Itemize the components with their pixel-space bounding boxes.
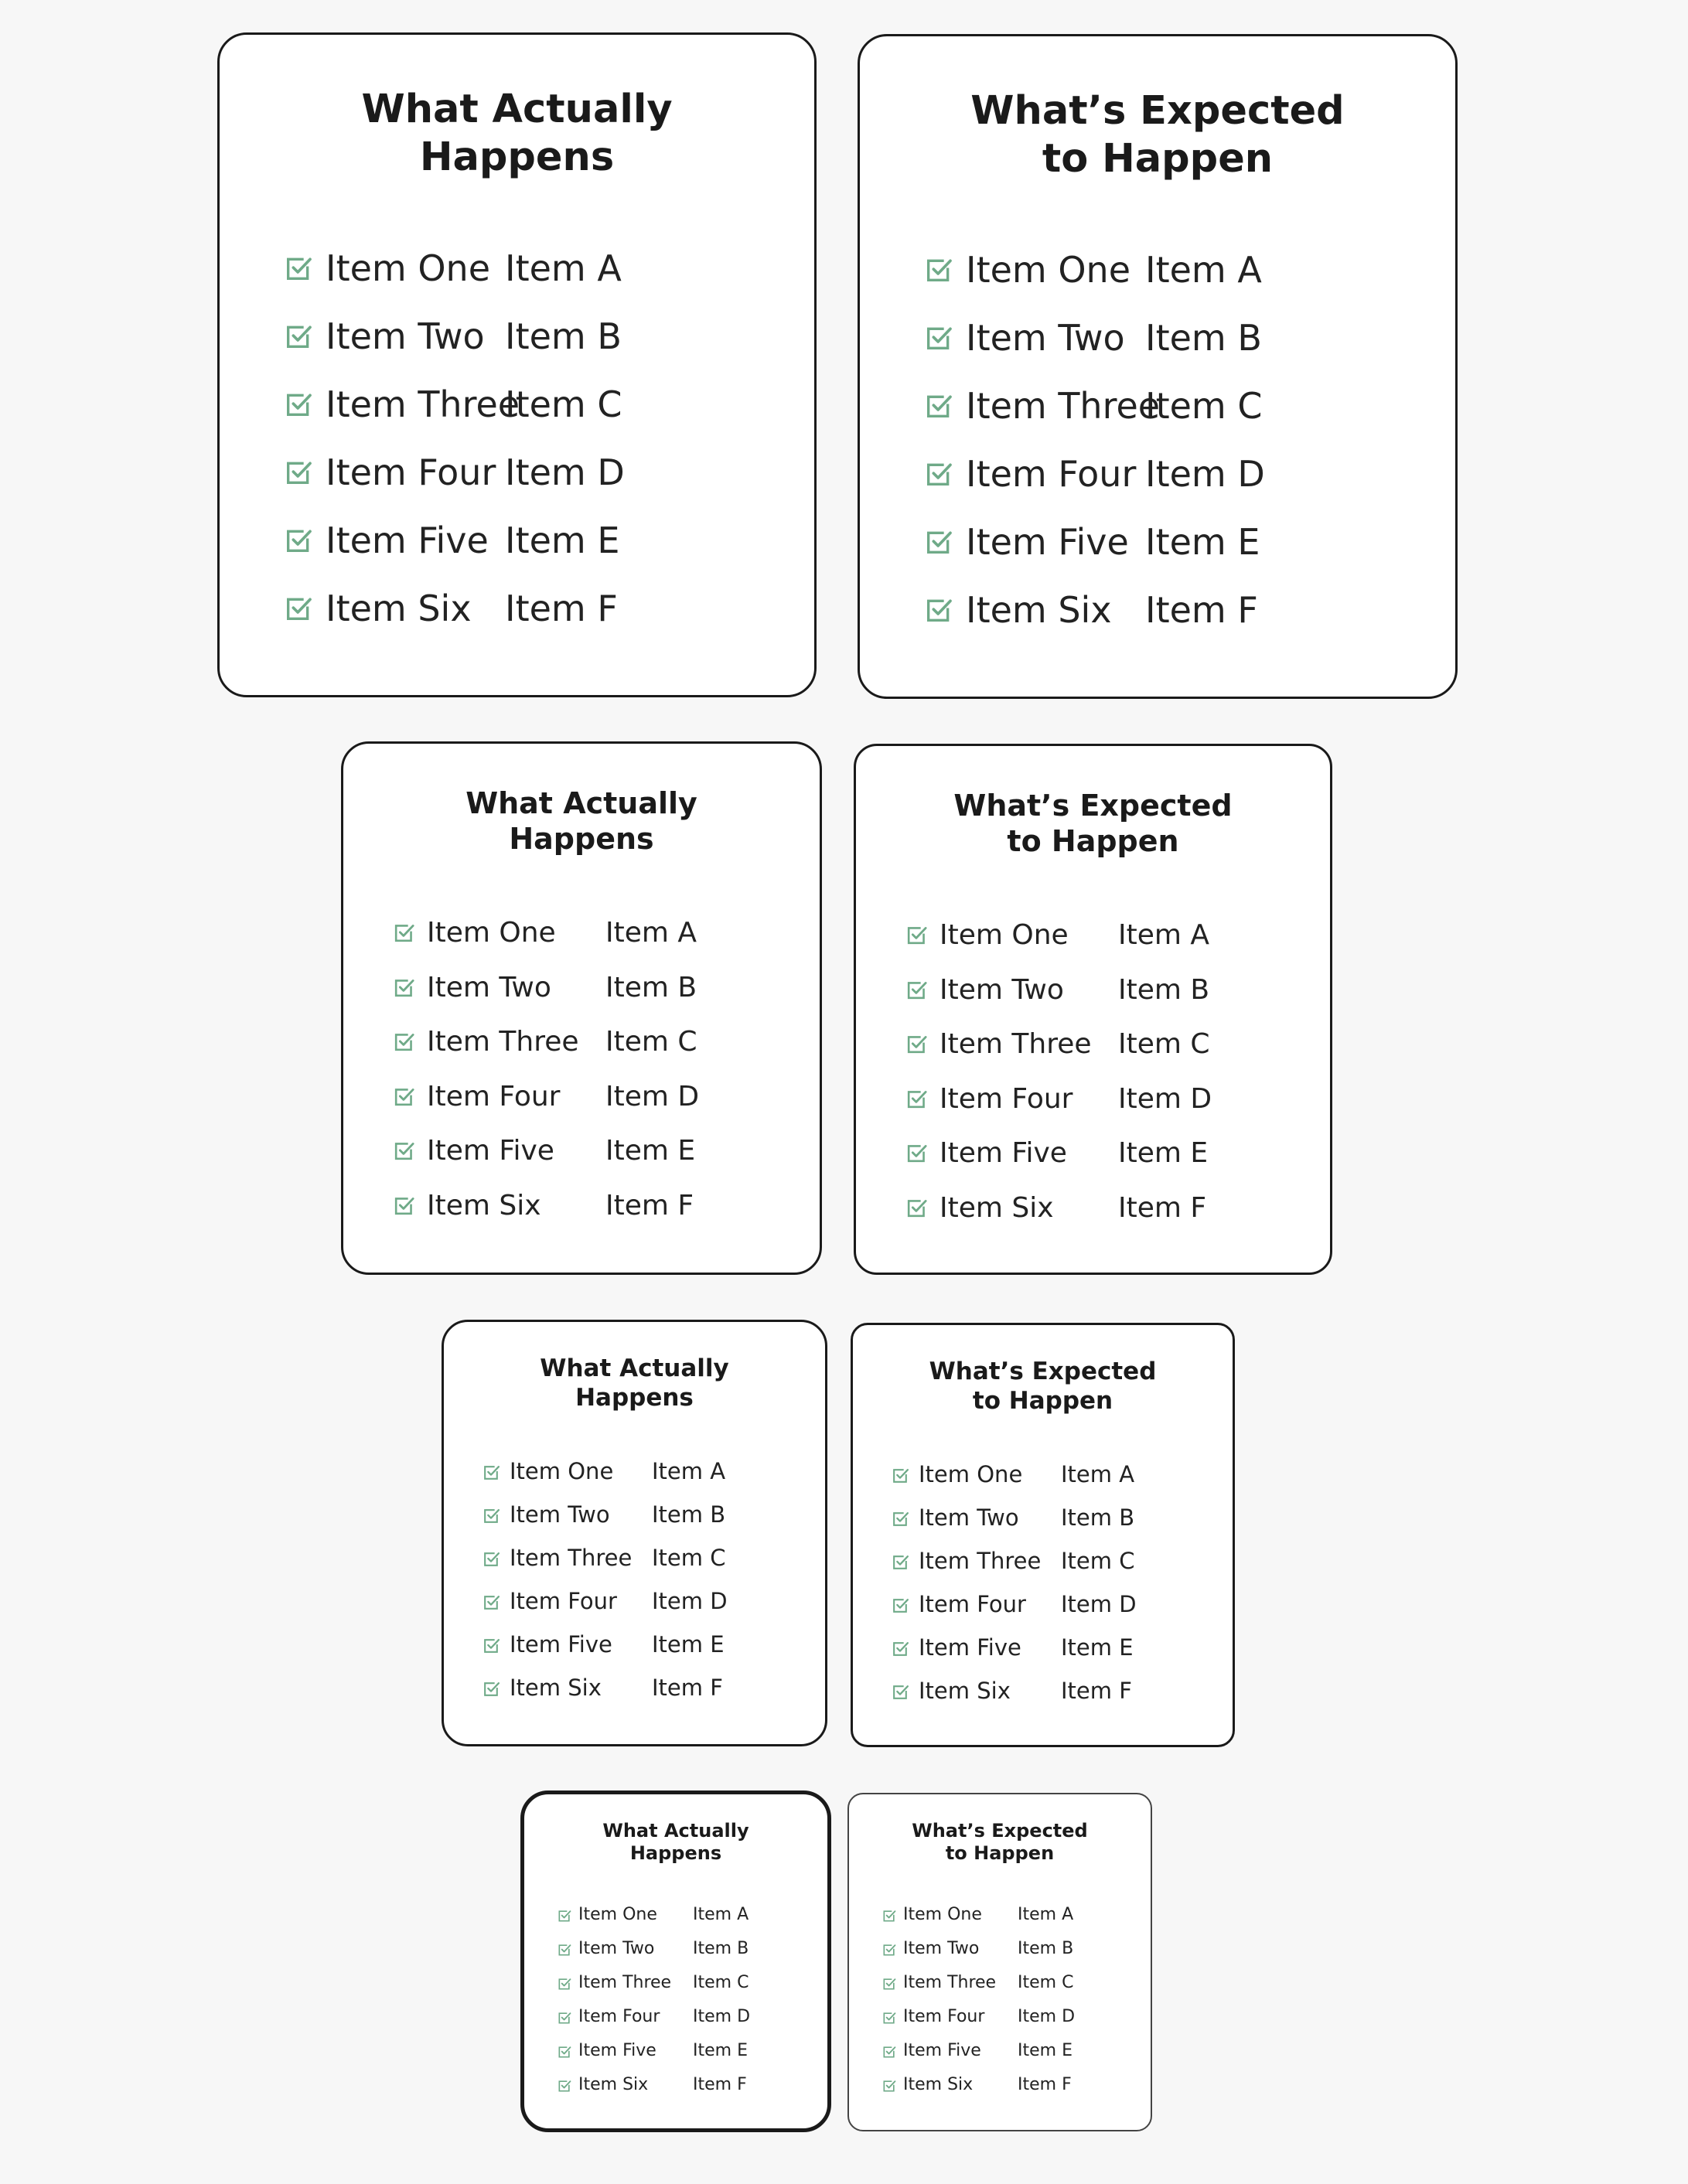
item-name: Item One xyxy=(427,917,556,949)
checked-checkbox-icon[interactable] xyxy=(891,1552,910,1572)
item-name: Item Three xyxy=(919,1548,1042,1574)
card-title-line: to Happen xyxy=(1007,824,1179,859)
item-letter: Item E xyxy=(652,1631,725,1658)
item-letter: Item F xyxy=(1118,1191,1207,1224)
item-name: Item Five xyxy=(510,1631,612,1658)
item-name: Item Five xyxy=(326,520,489,561)
checked-checkbox-icon[interactable] xyxy=(557,1908,572,1923)
item-letter: Item C xyxy=(1118,1028,1210,1060)
item-name: Item One xyxy=(903,1905,982,1924)
item-letter: Item D xyxy=(693,2007,751,2026)
item-letter: Item A xyxy=(1118,919,1210,951)
checked-checkbox-icon[interactable] xyxy=(283,593,314,624)
expected-card-tiny xyxy=(847,1793,1152,2131)
item-letter: Item A xyxy=(1061,1461,1135,1487)
item-name: Item Six xyxy=(427,1189,541,1221)
checked-checkbox-icon[interactable] xyxy=(392,1085,416,1109)
card-title-line: What’s Expected xyxy=(953,789,1233,823)
checked-checkbox-icon[interactable] xyxy=(891,1466,910,1485)
checked-checkbox-icon[interactable] xyxy=(283,457,314,488)
item-letter: Item E xyxy=(693,2041,748,2060)
item-letter: Item C xyxy=(605,1026,697,1058)
item-letter: Item E xyxy=(1145,521,1260,563)
expected-card-large xyxy=(858,34,1458,699)
checked-checkbox-icon[interactable] xyxy=(557,1942,572,1957)
card-title xyxy=(853,1358,1233,1416)
card-title-line: Happens xyxy=(629,1842,722,1865)
card-title-line: What’s Expected xyxy=(929,1358,1157,1385)
checked-checkbox-icon[interactable] xyxy=(891,1682,910,1702)
item-name: Item Five xyxy=(966,521,1129,563)
actual-card-small xyxy=(442,1320,827,1746)
checked-checkbox-icon[interactable] xyxy=(882,2010,897,2026)
checked-checkbox-icon[interactable] xyxy=(557,2044,572,2060)
card-title-line: What’s Expected xyxy=(970,88,1345,134)
item-name: Item Five xyxy=(903,2041,981,2060)
checked-checkbox-icon[interactable] xyxy=(882,1976,897,1991)
expected-card-medium xyxy=(854,744,1332,1275)
checked-checkbox-icon[interactable] xyxy=(905,1032,929,1056)
item-letter: Item D xyxy=(605,1080,700,1112)
item-letter: Item C xyxy=(693,1973,749,1992)
item-name: Item Six xyxy=(903,2075,974,2094)
item-letter: Item B xyxy=(1018,1939,1074,1958)
card-title-line: What Actually xyxy=(540,1354,729,1382)
item-name: Item Two xyxy=(510,1501,610,1528)
item-name: Item Six xyxy=(939,1191,1054,1224)
item-letter: Item F xyxy=(1145,589,1258,631)
item-letter: Item A xyxy=(1145,249,1262,291)
item-name: Item Six xyxy=(510,1675,602,1701)
item-name: Item Five xyxy=(578,2041,656,2060)
checked-checkbox-icon[interactable] xyxy=(905,923,929,947)
card-title-line: Happens xyxy=(575,1383,694,1412)
item-name: Item Three xyxy=(966,385,1161,427)
item-name: Item One xyxy=(326,247,490,289)
checked-checkbox-icon[interactable] xyxy=(482,1679,501,1698)
item-name: Item One xyxy=(510,1458,614,1484)
checked-checkbox-icon[interactable] xyxy=(482,1463,501,1482)
card-title-line: to Happen xyxy=(972,1386,1113,1415)
card-title-line: Happens xyxy=(509,822,654,857)
item-name: Item One xyxy=(939,919,1069,951)
item-name: Item Three xyxy=(903,1973,997,1992)
item-name: Item Two xyxy=(939,973,1064,1006)
item-name: Item One xyxy=(966,249,1130,291)
item-name: Item Three xyxy=(427,1026,579,1058)
item-letter: Item F xyxy=(605,1189,694,1221)
item-letter: Item D xyxy=(652,1588,728,1614)
item-name: Item Five xyxy=(919,1634,1021,1661)
item-letter: Item B xyxy=(505,315,622,357)
item-name: Item Three xyxy=(510,1545,633,1571)
card-title xyxy=(444,1354,825,1413)
item-letter: Item F xyxy=(505,588,618,629)
item-name: Item Three xyxy=(939,1028,1092,1060)
card-title-line: What Actually xyxy=(465,786,697,820)
item-letter: Item A xyxy=(693,1905,749,1924)
checked-checkbox-icon[interactable] xyxy=(891,1596,910,1615)
item-letter: Item A xyxy=(505,247,622,289)
item-name: Item Three xyxy=(326,383,520,425)
item-letter: Item A xyxy=(605,917,697,949)
card-title xyxy=(860,87,1455,183)
card-title-line: What Actually xyxy=(602,1820,749,1842)
checked-checkbox-icon[interactable] xyxy=(905,1087,929,1111)
checked-checkbox-icon[interactable] xyxy=(891,1509,910,1528)
item-letter: Item C xyxy=(652,1545,726,1571)
checked-checkbox-icon[interactable] xyxy=(905,1141,929,1165)
checked-checkbox-icon[interactable] xyxy=(283,525,314,556)
card-title-line: to Happen xyxy=(1042,136,1274,182)
item-name: Item Six xyxy=(919,1678,1011,1704)
item-name: Item Four xyxy=(939,1082,1073,1115)
checked-checkbox-icon[interactable] xyxy=(905,978,929,1002)
checked-checkbox-icon[interactable] xyxy=(392,1030,416,1054)
checked-checkbox-icon[interactable] xyxy=(392,1139,416,1163)
checked-checkbox-icon[interactable] xyxy=(392,921,416,945)
item-letter: Item C xyxy=(1061,1548,1135,1574)
checked-checkbox-icon[interactable] xyxy=(882,2044,897,2060)
card-title xyxy=(220,86,814,182)
item-letter: Item E xyxy=(505,520,620,561)
item-name: Item Four xyxy=(510,1588,617,1614)
item-letter: Item D xyxy=(1018,2007,1076,2026)
actual-card-tiny xyxy=(520,1790,831,2132)
item-letter: Item D xyxy=(1145,453,1265,495)
item-letter: Item F xyxy=(1061,1678,1132,1704)
item-letter: Item E xyxy=(1018,2041,1072,2060)
checked-checkbox-icon[interactable] xyxy=(557,2078,572,2094)
item-letter: Item B xyxy=(1118,973,1210,1006)
checked-checkbox-icon[interactable] xyxy=(923,526,954,557)
item-letter: Item F xyxy=(652,1675,723,1701)
checked-checkbox-icon[interactable] xyxy=(482,1549,501,1569)
expected-card-small xyxy=(851,1323,1235,1747)
item-name: Item Two xyxy=(578,1939,655,1958)
checked-checkbox-icon[interactable] xyxy=(283,253,314,284)
item-letter: Item A xyxy=(652,1458,726,1484)
checked-checkbox-icon[interactable] xyxy=(923,254,954,285)
card-title xyxy=(343,785,820,857)
item-name: Item Five xyxy=(427,1135,554,1167)
card-title-line: What’s Expected xyxy=(912,1820,1088,1842)
item-letter: Item C xyxy=(1018,1973,1074,1992)
item-name: Item Six xyxy=(326,588,472,629)
card-title-line: Happens xyxy=(419,135,615,181)
item-letter: Item D xyxy=(505,451,625,493)
item-name: Item Two xyxy=(326,315,485,357)
actual-card-medium xyxy=(341,741,822,1275)
item-letter: Item C xyxy=(505,383,622,425)
checked-checkbox-icon[interactable] xyxy=(557,1976,572,1991)
item-letter: Item B xyxy=(652,1501,726,1528)
card-title-line: What Actually xyxy=(361,87,673,132)
checked-checkbox-icon[interactable] xyxy=(557,2010,572,2026)
item-letter: Item B xyxy=(693,1939,749,1958)
item-name: Item One xyxy=(919,1461,1023,1487)
card-title xyxy=(849,1820,1151,1865)
checked-checkbox-icon[interactable] xyxy=(392,1194,416,1218)
item-name: Item Six xyxy=(578,2075,649,2094)
item-name: Item Four xyxy=(578,2007,660,2026)
item-name: Item Four xyxy=(966,453,1137,495)
checked-checkbox-icon[interactable] xyxy=(392,976,416,1000)
item-letter: Item B xyxy=(1061,1504,1135,1531)
item-letter: Item D xyxy=(1118,1082,1212,1115)
checked-checkbox-icon[interactable] xyxy=(882,1942,897,1957)
card-title xyxy=(524,1820,827,1865)
item-letter: Item F xyxy=(1018,2075,1072,2094)
checked-checkbox-icon[interactable] xyxy=(905,1196,929,1220)
checked-checkbox-icon[interactable] xyxy=(891,1639,910,1658)
item-letter: Item B xyxy=(1145,317,1262,359)
item-name: Item Two xyxy=(919,1504,1019,1531)
checked-checkbox-icon[interactable] xyxy=(923,322,954,353)
card-title-line: to Happen xyxy=(945,1842,1055,1865)
item-letter: Item A xyxy=(1018,1905,1074,1924)
item-name: Item Two xyxy=(966,317,1125,359)
card-title xyxy=(856,788,1330,860)
checked-checkbox-icon[interactable] xyxy=(482,1636,501,1655)
actual-card-large xyxy=(217,32,817,697)
item-letter: Item E xyxy=(1118,1137,1209,1169)
item-name: Item Three xyxy=(578,1973,672,1992)
item-name: Item Two xyxy=(903,1939,980,1958)
item-letter: Item D xyxy=(1061,1591,1137,1617)
checked-checkbox-icon[interactable] xyxy=(923,595,954,625)
item-name: Item Two xyxy=(427,971,551,1003)
item-letter: Item E xyxy=(605,1135,696,1167)
item-name: Item Five xyxy=(939,1137,1067,1169)
item-name: Item Six xyxy=(966,589,1112,631)
checked-checkbox-icon[interactable] xyxy=(482,1593,501,1612)
item-name: Item Four xyxy=(326,451,496,493)
item-name: Item Four xyxy=(903,2007,985,2026)
item-letter: Item C xyxy=(1145,385,1263,427)
item-letter: Item E xyxy=(1061,1634,1134,1661)
checked-checkbox-icon[interactable] xyxy=(923,458,954,489)
checked-checkbox-icon[interactable] xyxy=(923,390,954,421)
checked-checkbox-icon[interactable] xyxy=(882,2078,897,2094)
checked-checkbox-icon[interactable] xyxy=(482,1506,501,1525)
item-letter: Item F xyxy=(693,2075,747,2094)
checked-checkbox-icon[interactable] xyxy=(283,321,314,352)
item-name: Item One xyxy=(578,1905,657,1924)
item-name: Item Four xyxy=(919,1591,1026,1617)
item-letter: Item B xyxy=(605,971,697,1003)
checked-checkbox-icon[interactable] xyxy=(882,1908,897,1923)
item-name: Item Four xyxy=(427,1080,561,1112)
checked-checkbox-icon[interactable] xyxy=(283,389,314,420)
